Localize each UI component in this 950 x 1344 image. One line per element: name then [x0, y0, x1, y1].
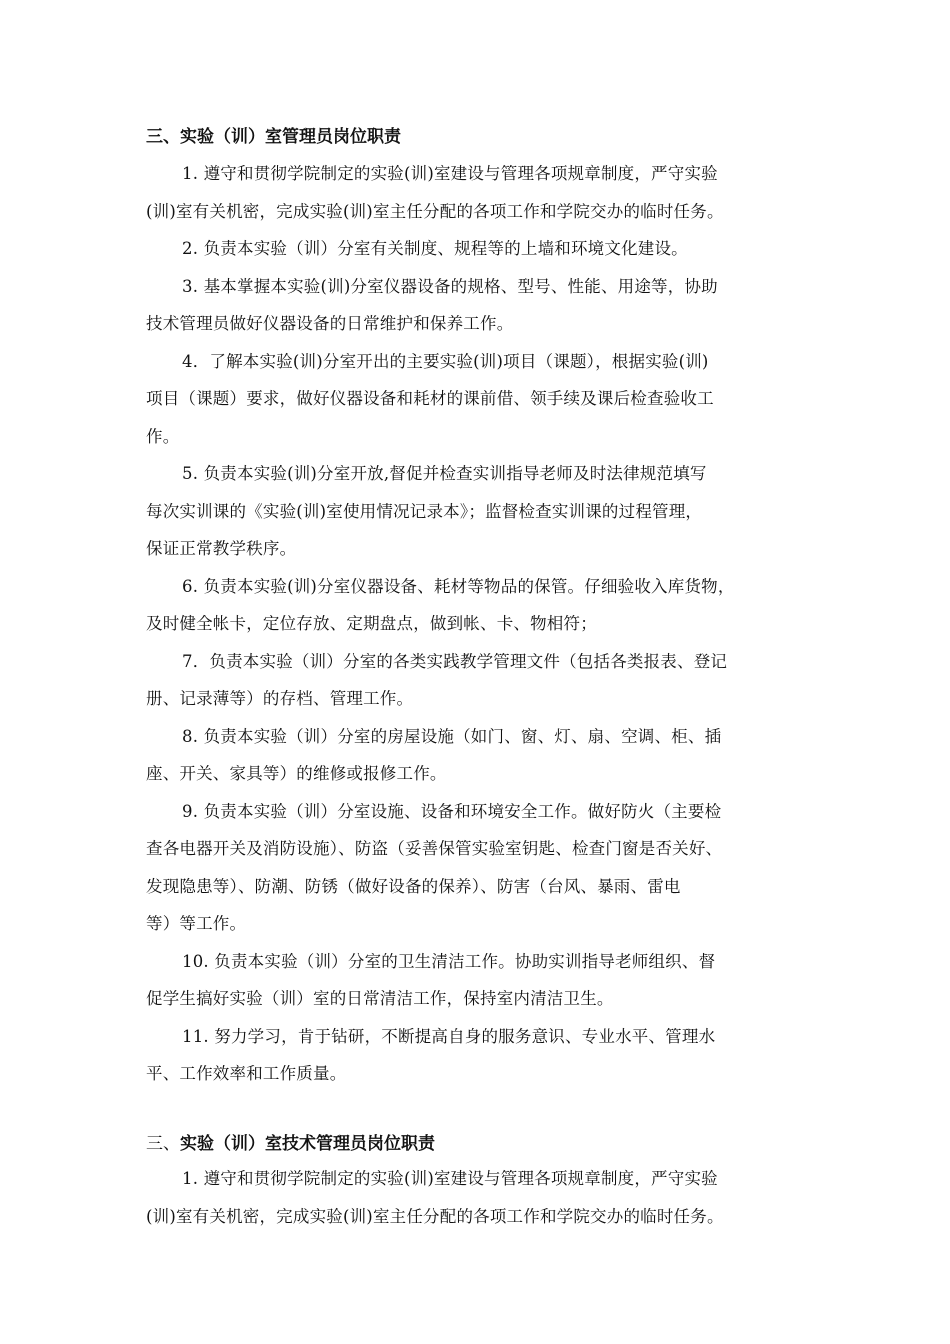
duty-item-1: 1. 遵守和贯彻学院制定的实验(训)室建设与管理各项规章制度，严守实验 (训)室有关机密，完成实验(训)室主任分配的各项工作和学院交办的临时任务。: [146, 1169, 724, 1226]
duty-item-10: 10. 负责本实验（训）分室的卫生清洁工作。协助实训指导老师组织、督 促学生搞好实验（训）室的日常清洁工作，保持室内清洁卫生。: [146, 951, 716, 1008]
duty-item-11: 11. 努力学习，肯于钻研，不断提高自身的服务意识、专业水平、管理水 平、工作效率和工作质量。: [146, 1026, 716, 1083]
duty-item-3: 3. 基本掌握本实验(训)分室仪器设备的规格、型号、性能、用途等，协助 技术管理员做好仪器设备的日常维护和保养工作。: [146, 276, 718, 333]
duty-item-5: 5. 负责本实验(训)分室开放,督促并检查实训指导老师及时法律规范填写 每次实训课的《实验(训)室使用情况记录本》；监督检查实训课的过程管理， 保证正常教学秩序。: [146, 464, 707, 558]
section-heading: 三、实验（训）室管理员岗位职责: [146, 127, 401, 147]
section-technical-manager-duties: [146, 1131, 816, 1235]
duty-item-9: 9. 负责本实验（训）分室设施、设备和环境安全工作。做好防火（主要检 查各电器开关及消防设施）、防盗（妥善保管实验室钥匙、检查门窗是否关好、 发现隐患等）、防潮、防锈（做好设备的保养）、防害（台风、暴雨、雷电 等）等工作。: [146, 801, 723, 933]
heading-title: 实验（训）室技术管理员岗位职责: [180, 1134, 435, 1154]
duty-item-4: 4．了解本实验(训)分室开出的主要实验(训)项目（课题），根据实验(训) 项目（课题）要求，做好仪器设备和耗材的课前借、领手续及课后检查验收工 作。: [146, 351, 714, 446]
duty-item-1: 1. 遵守和贯彻学院制定的实验(训)室建设与管理各项规章制度，严守实验 (训)室有关机密，完成实验(训)室主任分配的各项工作和学院交办的临时任务。: [146, 164, 724, 221]
heading-number: 三、: [146, 1134, 180, 1154]
duty-item-8: 8. 负责本实验（训）分室的房屋设施（如门、窗、灯、扇、空调、柜、插 座、开关、家具等）的维修或报修工作。: [146, 726, 722, 783]
section-heading: [146, 1131, 816, 1157]
duty-item-6: 6. 负责本实验(训)分室仪器设备、耗材等物品的保管。仔细验收入库货物， 及时健全帐卡，定位存放、定期盘点，做到帐、卡、物相符；: [146, 576, 735, 633]
duty-item-2: 2. 负责本实验（训）分室有关制度、规程等的上墙和环境文化建设。: [182, 239, 688, 258]
section-lab-manager-duties: [146, 124, 816, 1093]
duty-item-7: 7．负责本实验（训）分室的各类实践教学管理文件（包括各类报表、登记 册、记录薄等）的存档、管理工作。: [146, 651, 728, 708]
